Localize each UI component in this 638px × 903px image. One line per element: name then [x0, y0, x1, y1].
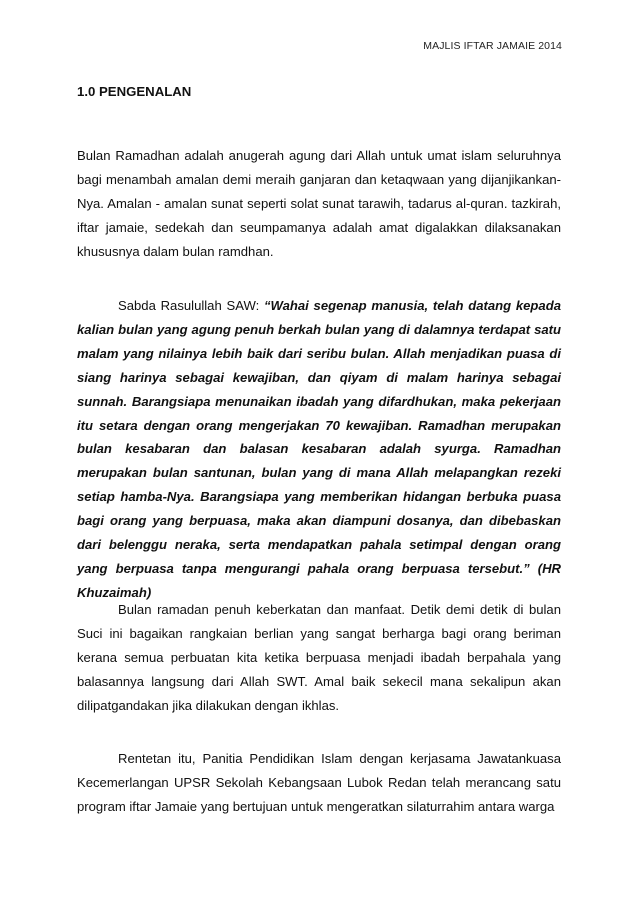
section-heading: 1.0 PENGENALAN: [77, 84, 192, 99]
running-header: MAJLIS IFTAR JAMAIE 2014: [423, 40, 562, 52]
paragraph-hadith: [77, 294, 561, 605]
paragraph-program: Rentetan itu, Panitia Pendidikan Islam dengan kerjasama Jawatankuasa Kecemerlangan UPSR Sekolah Kebangsaan Lubok Redan telah merancang satu program iftar Jamaie yang bertujuan untuk mengeratkan silaturrahim antara warga: [77, 751, 561, 814]
paragraph-introduction: Bulan Ramadhan adalah anugerah agung dari Allah untuk umat islam seluruhnya bagi menambah amalan demi meraih ganjaran dan ketaqwaan yang dijanjikankan-Nya. Amalan - amalan sunat seperti solat sunat tarawih, tadarus al-quran. tazkirah, iftar jamaie, sedekah dan seumpamanya adalah amat digalakkan dilaksanakan khususnya dalam bulan ramdhan.: [77, 148, 561, 259]
hadith-quote: “Wahai segenap manusia, telah datang kepada kalian bulan yang agung penuh berkah bulan yang di dalamnya terdapat satu malam yang nilainya lebih baik dari seribu bulan. Allah menjadikan puasa di siang harinya sebagai kewajiban, dan qiyam di malam harinya sebagai sunnah. Barangsiapa menunaikan ibadah yang difardhukan, maka pekerjaan itu setara dengan orang mengerjakan 70 kewajiban. Ramadhan merupakan bulan kesabaran dan balasan kesabaran adalah syurga. Ramadhan merupakan bulan santunan, bulan yang di mana Allah melapangkan rezeki setiap hamba-Nya. Barangsiapa yang memberikan hidangan berbuka puasa bagi orang yang berpuasa, maka akan diampuni dosanya, dan dibebaskan dari belenggu neraka, serta mendapatkan pahala setimpal dengan orang yang berpuasa tanpa mengurangi pahala orang berpuasa tersebut.” (HR Khuzaimah): [77, 298, 561, 600]
hadith-intro-text: Sabda Rasulullah SAW:: [118, 298, 264, 313]
paragraph-ramadan-blessings: Bulan ramadan penuh keberkatan dan manfaat. Detik demi detik di bulan Suci ini bagaikan rangkaian berlian yang sangat berharga bagi orang beriman kerana semua perbuatan kita ketika berpuasa menjadi ibadah berpahala yang balasannya langsung dari Allah SWT. Amal baik sekecil mana sekalipun akan dilipatgandakan jika dilakukan dengan ikhlas.: [77, 602, 561, 713]
